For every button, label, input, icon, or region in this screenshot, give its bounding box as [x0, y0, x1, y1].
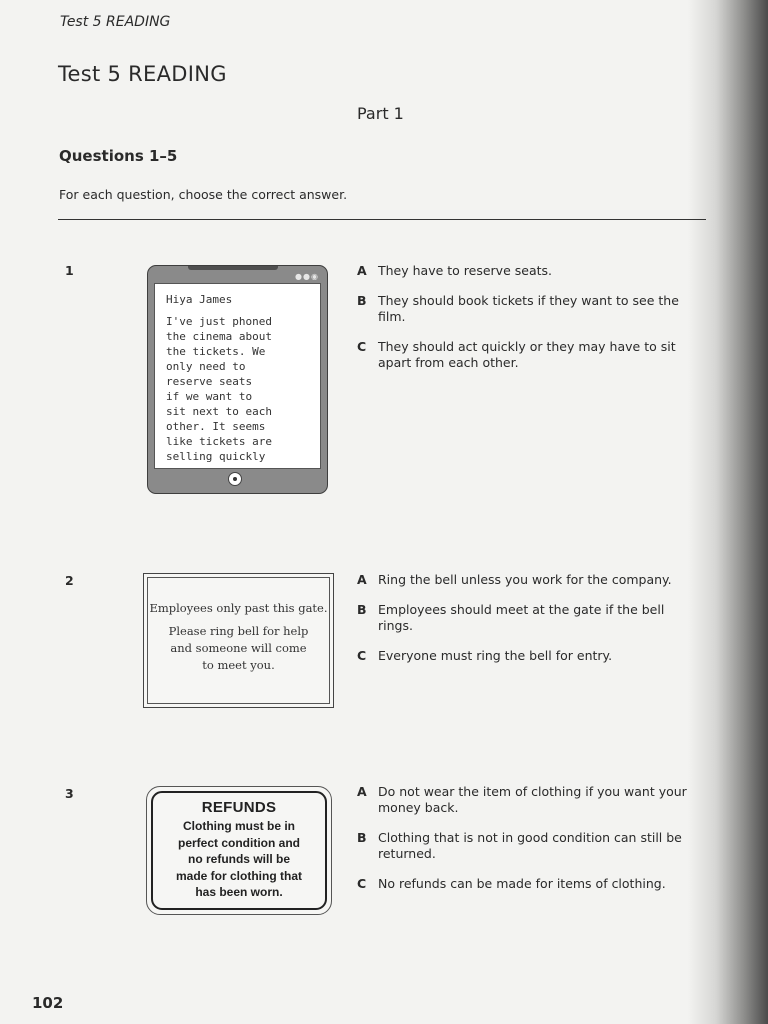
option-letter: C — [357, 648, 367, 663]
option-text: Everyone must ring the bell for entry. — [378, 648, 613, 663]
option-letter: A — [357, 263, 367, 278]
phone-camera-dots: ●●◉ — [295, 272, 319, 281]
option-letter: C — [357, 876, 367, 891]
message-body: I've just phoned the cinema about the tickets. We only need to reserve seats if we want to sit next to each other. It seems like tickets are selling quickly — [166, 315, 272, 463]
sign-line-2: Please ring bell for help and someone will come to meet you. — [168, 624, 309, 672]
phone-illustration — [147, 265, 328, 494]
option-2c[interactable] — [357, 648, 697, 664]
option-text: They have to reserve seats. — [378, 263, 552, 278]
phone-speaker — [188, 266, 278, 270]
option-letter: B — [357, 602, 367, 617]
option-letter: B — [357, 293, 367, 308]
option-3c[interactable] — [357, 876, 697, 892]
options-question-1 — [357, 263, 697, 385]
text-message-screen — [154, 283, 321, 469]
sign-line-1: Employees only past this gate. — [149, 601, 328, 615]
option-2b[interactable] — [357, 602, 697, 634]
option-text: They should book tickets if they want to see the film. — [378, 293, 679, 324]
option-1c[interactable] — [357, 339, 697, 371]
option-text: No refunds can be made for items of clothing. — [378, 876, 666, 891]
option-letter: B — [357, 830, 367, 845]
phone-home-button — [228, 472, 242, 486]
running-head: Test 5 READING — [60, 14, 171, 30]
question-number-3: 3 — [65, 786, 74, 801]
option-1b[interactable] — [357, 293, 697, 325]
instruction-text: For each question, choose the correct answer. — [59, 187, 348, 202]
notice-title: REFUNDS — [201, 799, 277, 816]
notice-body: Clothing must be in perfect condition and no refunds will be made for clothing that has been worn. — [176, 819, 302, 899]
page-title: Test 5 READING — [58, 62, 227, 86]
page-number: 102 — [32, 994, 64, 1012]
divider-rule — [58, 219, 706, 220]
option-2a[interactable] — [357, 572, 697, 588]
option-text: Employees should meet at the gate if the bell rings. — [378, 602, 665, 633]
gate-sign — [143, 573, 334, 708]
option-text: They should act quickly or they may have to sit apart from each other. — [378, 339, 676, 370]
option-letter: C — [357, 339, 367, 354]
question-number-2: 2 — [65, 573, 74, 588]
options-question-3 — [357, 784, 697, 906]
options-question-2 — [357, 572, 697, 678]
option-letter: A — [357, 784, 367, 799]
gate-sign-inner — [147, 577, 330, 704]
option-text: Do not wear the item of clothing if you want your money back. — [378, 784, 687, 815]
question-number-1: 1 — [65, 263, 74, 278]
book-spine-shadow — [688, 0, 768, 1024]
refunds-notice — [146, 786, 332, 915]
option-text: Ring the bell unless you work for the company. — [378, 572, 672, 587]
option-text: Clothing that is not in good condition can still be returned. — [378, 830, 682, 861]
questions-range-heading: Questions 1–5 — [59, 147, 178, 165]
option-letter: A — [357, 572, 367, 587]
option-1a[interactable] — [357, 263, 697, 279]
option-3a[interactable] — [357, 784, 697, 816]
refunds-notice-inner — [151, 791, 327, 910]
option-3b[interactable] — [357, 830, 697, 862]
part-heading: Part 1 — [357, 104, 404, 123]
message-greeting: Hiya James — [166, 293, 233, 306]
